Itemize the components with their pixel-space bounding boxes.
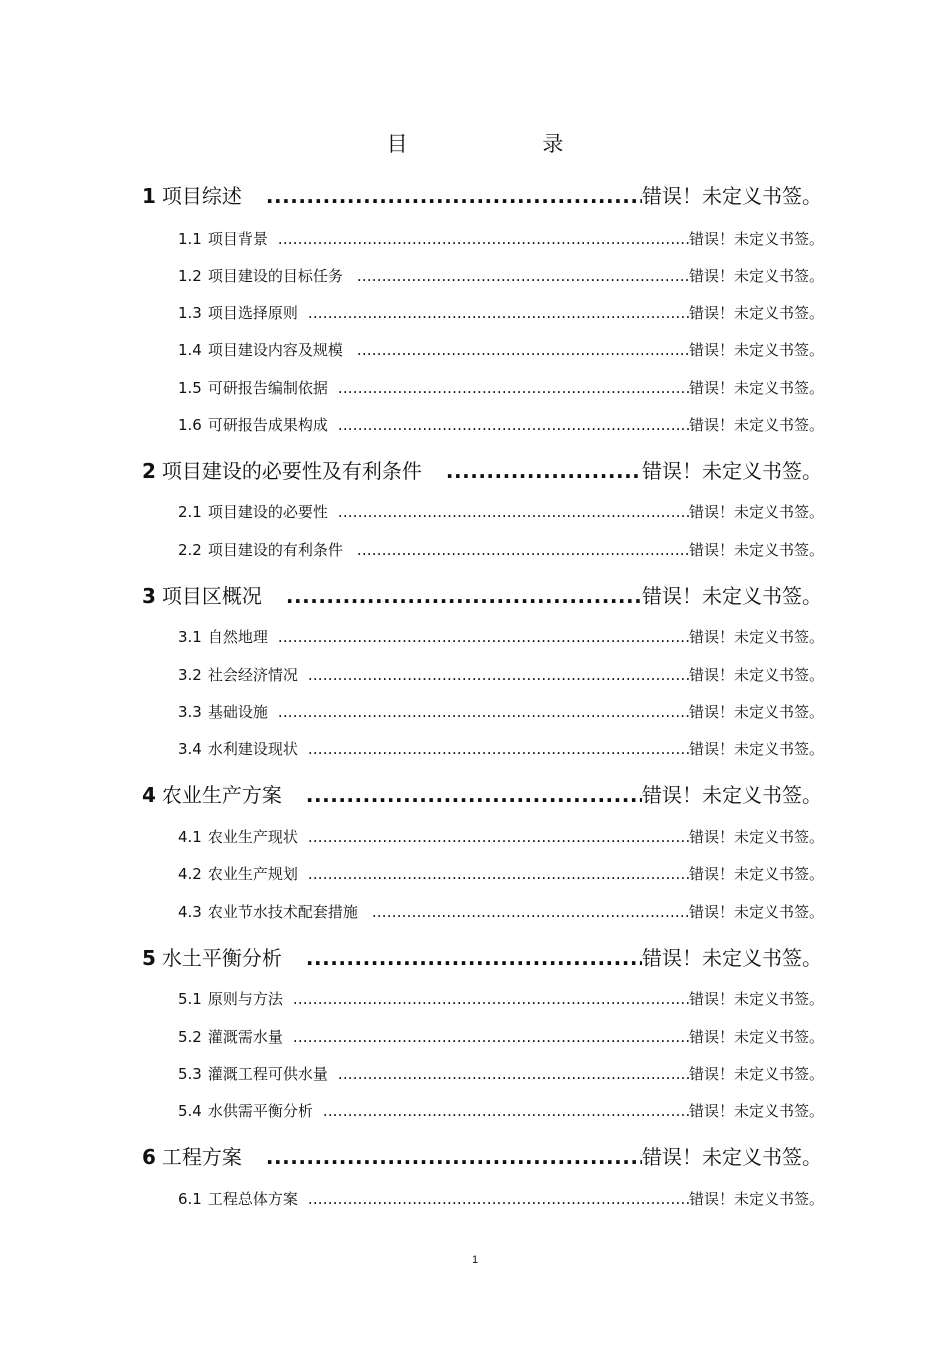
toc-leader [308, 666, 689, 684]
toc-page-ref: 错误！未定义书签。 [688, 341, 824, 359]
toc-entry-5-3[interactable] [178, 1063, 824, 1084]
toc-title: 基础设施 [207, 703, 268, 721]
toc-number: 1.2 [178, 267, 202, 285]
toc-page-ref: 错误！未定义书签。 [642, 584, 822, 608]
toc-number: 1.4 [178, 341, 202, 359]
toc-number: 5.2 [178, 1028, 202, 1046]
toc-number: 6 [142, 1145, 156, 1169]
toc-page-ref: 错误！未定义书签。 [688, 1065, 824, 1083]
toc-leader [446, 459, 642, 483]
toc-number: 2.2 [178, 541, 202, 559]
toc-number: 3.4 [178, 740, 202, 758]
toc-entry-1-4[interactable] [178, 339, 824, 360]
toc-entry-1-3[interactable] [178, 302, 824, 323]
toc-leader [338, 416, 689, 434]
toc-title: 项目建设的目标任务 [207, 267, 343, 285]
toc-page-ref: 错误！未定义书签。 [688, 990, 824, 1008]
toc-page-ref: 错误！未定义书签。 [688, 379, 824, 397]
toc-page-ref: 错误！未定义书签。 [688, 666, 824, 684]
toc-entry-4-3[interactable] [178, 901, 824, 922]
toc-number: 4.3 [178, 903, 202, 921]
toc-number: 6.1 [178, 1190, 202, 1208]
toc-page-ref: 错误！未定义书签。 [688, 740, 824, 758]
toc-leader [306, 783, 642, 807]
toc-page-ref: 错误！未定义书签。 [688, 903, 824, 921]
toc-title: 项目选择原则 [207, 304, 298, 322]
toc-number: 4.1 [178, 828, 202, 846]
toc-page-ref: 错误！未定义书签。 [642, 184, 822, 208]
toc-entry-2-1[interactable] [178, 501, 824, 522]
toc-leader [338, 1065, 689, 1083]
toc-title: 项目建设的必要性及有利条件 [161, 459, 422, 483]
toc-leader [308, 1190, 689, 1208]
toc-entry-2[interactable] [142, 455, 822, 484]
toc-entry-4-2[interactable] [178, 863, 824, 884]
toc-page-ref: 错误！未定义书签。 [688, 628, 824, 646]
toc-leader [293, 990, 689, 1008]
toc-leader [372, 903, 689, 921]
toc-page-ref: 错误！未定义书签。 [688, 416, 824, 434]
toc-title: 项目背景 [207, 230, 268, 248]
page-number: 1 [471, 1254, 479, 1266]
toc-number: 1 [142, 184, 156, 208]
toc-leader [278, 628, 689, 646]
toc-leader [308, 740, 689, 758]
toc-number: 3.3 [178, 703, 202, 721]
toc-number: 1.3 [178, 304, 202, 322]
toc-title: 水供需平衡分析 [207, 1102, 313, 1120]
toc-leader [306, 946, 642, 970]
toc-title: 农业生产规划 [207, 865, 298, 883]
toc-title: 可研报告成果构成 [207, 416, 328, 434]
toc-entry-3-3[interactable] [178, 701, 824, 722]
toc-number: 5.1 [178, 990, 202, 1008]
toc-leader [323, 1102, 689, 1120]
toc-leader [266, 1145, 642, 1169]
toc-number: 3.2 [178, 666, 202, 684]
toc-title: 项目综述 [161, 184, 242, 208]
toc-entry-1[interactable] [142, 180, 822, 209]
toc-number: 5 [142, 946, 156, 970]
toc-page-ref: 错误！未定义书签。 [642, 783, 822, 807]
toc-leader [357, 341, 689, 359]
page-title: 目 录 [386, 132, 628, 156]
toc-leader [308, 304, 689, 322]
toc-number: 5.3 [178, 1065, 202, 1083]
toc-title: 灌溉工程可供水量 [207, 1065, 328, 1083]
toc-number: 1.1 [178, 230, 202, 248]
toc-leader [293, 1028, 689, 1046]
toc-number: 2.1 [178, 503, 202, 521]
toc-page-ref: 错误！未定义书签。 [688, 1190, 824, 1208]
toc-leader [308, 828, 689, 846]
toc-title: 工程总体方案 [207, 1190, 298, 1208]
toc-leader [357, 541, 689, 559]
toc-number: 4.2 [178, 865, 202, 883]
toc-entry-6-1[interactable] [178, 1188, 824, 1209]
toc-title: 农业生产方案 [161, 783, 282, 807]
toc-entry-4-1[interactable] [178, 826, 824, 847]
toc-page-ref: 错误！未定义书签。 [688, 1102, 824, 1120]
toc-title: 项目区概况 [161, 584, 262, 608]
toc-page-ref: 错误！未定义书签。 [688, 267, 824, 285]
toc-leader [338, 503, 689, 521]
toc-entry-5-1[interactable] [178, 988, 824, 1009]
toc-title: 原则与方法 [207, 990, 283, 1008]
toc-page-ref: 错误！未定义书签。 [642, 946, 822, 970]
toc-entry-5[interactable] [142, 942, 822, 971]
toc-number: 3 [142, 584, 156, 608]
toc-entry-3-1[interactable] [178, 626, 824, 647]
toc-title: 农业节水技术配套措施 [207, 903, 358, 921]
toc-number: 2 [142, 459, 156, 483]
toc-entry-1-5[interactable] [178, 377, 824, 398]
toc-title: 社会经济情况 [207, 666, 298, 684]
toc-title: 灌溉需水量 [207, 1028, 283, 1046]
toc-entry-1-6[interactable] [178, 414, 824, 435]
toc-number: 3.1 [178, 628, 202, 646]
toc-entry-1-2[interactable] [178, 265, 824, 286]
toc-entry-3[interactable] [142, 580, 822, 609]
toc-entry-5-2[interactable] [178, 1026, 824, 1047]
toc-entry-4[interactable] [142, 779, 822, 808]
toc-title: 自然地理 [207, 628, 268, 646]
toc-page-ref: 错误！未定义书签。 [688, 304, 824, 322]
toc-entry-6[interactable] [142, 1141, 822, 1170]
toc-page-ref: 错误！未定义书签。 [642, 1145, 822, 1169]
toc-leader [308, 865, 689, 883]
toc-page-ref: 错误！未定义书签。 [688, 828, 824, 846]
toc-number: 1.6 [178, 416, 202, 434]
toc-leader [357, 267, 689, 285]
toc-page-ref: 错误！未定义书签。 [688, 503, 824, 521]
toc-entry-2-2[interactable] [178, 539, 824, 560]
toc-title: 项目建设内容及规模 [207, 341, 343, 359]
toc-title: 工程方案 [161, 1145, 242, 1169]
toc-title: 可研报告编制依据 [207, 379, 328, 397]
toc-page-ref: 错误！未定义书签。 [688, 703, 824, 721]
toc-title: 项目建设的有利条件 [207, 541, 343, 559]
toc-leader [266, 184, 642, 208]
toc-leader [278, 230, 689, 248]
toc-title: 水土平衡分析 [161, 946, 282, 970]
toc-page-ref: 错误！未定义书签。 [688, 865, 824, 883]
toc-number: 5.4 [178, 1102, 202, 1120]
toc-entry-1-1[interactable] [178, 228, 824, 249]
toc-leader [286, 584, 642, 608]
toc-entry-3-2[interactable] [178, 664, 824, 685]
toc-page-ref: 错误！未定义书签。 [688, 541, 824, 559]
toc-leader [278, 703, 689, 721]
toc-leader [338, 379, 689, 397]
toc-title: 农业生产现状 [207, 828, 298, 846]
toc-number: 4 [142, 783, 156, 807]
toc-page-ref: 错误！未定义书签。 [688, 230, 824, 248]
toc-title: 水利建设现状 [207, 740, 298, 758]
toc-entry-3-4[interactable] [178, 738, 824, 759]
toc-entry-5-4[interactable] [178, 1100, 824, 1121]
toc-number: 1.5 [178, 379, 202, 397]
toc-page-ref: 错误！未定义书签。 [688, 1028, 824, 1046]
toc-title: 项目建设的必要性 [207, 503, 328, 521]
toc-page-ref: 错误！未定义书签。 [642, 459, 822, 483]
